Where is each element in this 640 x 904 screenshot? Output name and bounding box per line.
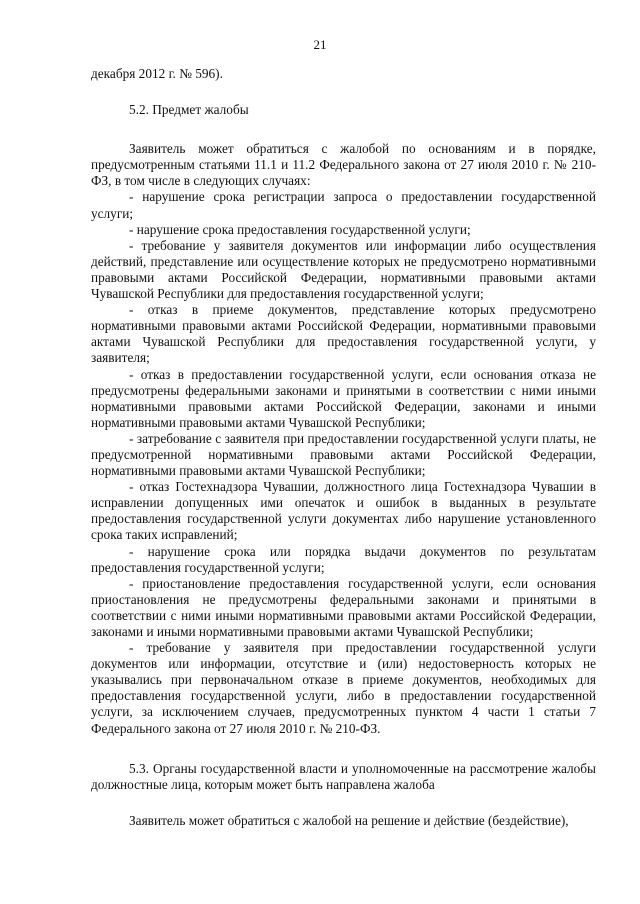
page-number: 21 [313, 37, 327, 52]
list-item: - нарушение срока предоставления государственной услуги; [129, 221, 471, 237]
paragraph-intro: Заявитель может обратиться с жалобой по основаниям и в порядке, предусмотренным статьями 11.1 и 11.2 Федерального закона от 27 июля 2010 г. № 210-ФЗ, в том числе в следующих случаях: [91, 141, 596, 189]
document-body [91, 66, 596, 829]
list-item: - нарушение срока или порядка выдачи документов по результатам предоставления государственной услуги; [91, 543, 596, 575]
section-heading-5-3: 5.3. Органы государственной власти и уполномоченные на рассмотрение жалобы должностные лица, которым может быть направлена жалоба [91, 760, 596, 792]
list-item: - отказ Гостехнадзора Чувашии, должностного лица Гостехнадзора Чувашии в исправлении допущенных ими опечаток и ошибок в выданных в результате предоставления государственной услуги документах либо нарушение установленного срока таких исправлений; [91, 479, 596, 543]
section-heading-5-2: 5.2. Предмет жалобы [129, 102, 249, 118]
paragraph: Заявитель может обратиться с жалобой на решение и действие (бездействие), [129, 812, 569, 828]
list-item: - нарушение срока регистрации запроса о предоставлении государственной услуги; [91, 189, 596, 221]
list-item: - отказ в предоставлении государственной услуги, если основания отказа не предусмотрены федеральными законами и принятыми в соответствии с ними иными нормативными правовыми актами Российской Федерации, законами и иными нормативными правовыми актами Чувашской Республики; [91, 366, 596, 430]
paragraph-continuation: декабря 2012 г. № 596). [91, 66, 223, 81]
list-item: - затребование с заявителя при предоставлении государственной услуги платы, не предусмотренной нормативными правовыми актами Российской Федерации, нормативными правовыми актами Чувашской Республики; [91, 430, 596, 479]
list-item: - приостановление предоставления государственной услуги, если основания приостановления не предусмотрены федеральными законами и принятыми в соответствии с ними иными нормативными правовыми актами Российской Федерации, законами и иными нормативными правовыми актами Чувашской Республики; [91, 575, 596, 639]
list-item: - отказ в приеме документов, представление которых предусмотрено нормативными правовыми актами Российской Федерации, нормативными правовыми актами Чувашской Республики для предоставления государственной услуги, у заявителя; [91, 302, 596, 366]
list-item: - требование у заявителя при предоставлении государственной услуги документов или информации, отсутствие и (или) недостоверность которых не указывались при первоначальном отказе в приеме документов, необходимых для предоставления государственной услуги, либо в предоставлении государственной услуги, за исключением случаев, предусмотренных пунктом 4 части 1 статьи 7 Федерального закона от 27 июля 2010 г. № 210-ФЗ. [91, 640, 596, 736]
list-item: - требование у заявителя документов или информации либо осуществления действий, представление или осуществление которых не предусмотрено нормативными правовыми актами Российской Федерации, нормативными правовыми актами Чувашской Республики для предоставления государственной услуги; [91, 237, 596, 302]
